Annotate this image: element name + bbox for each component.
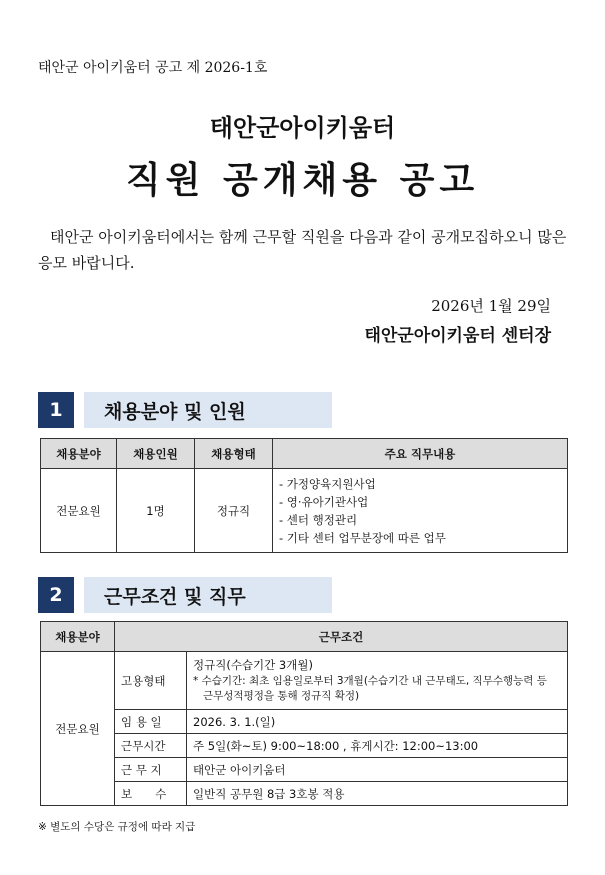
- duty-item: - 기타 센터 업무분장에 따른 업무: [279, 530, 446, 545]
- cell-duties: [273, 469, 568, 553]
- section-2-number: 2: [38, 577, 74, 613]
- probation-note-line2: 근무성적평정을 통해 정규직 확정): [203, 690, 360, 702]
- cell-field: 전문요원: [41, 652, 115, 806]
- organization-title: 태안군아이키움터: [209, 114, 396, 142]
- label-employment: 고용형태: [115, 652, 187, 710]
- col-header-type: 채용형태: [195, 439, 273, 469]
- duty-item: - 가정양육지원사업: [279, 476, 376, 491]
- section-1-title: 채용분야 및 인원: [84, 392, 332, 428]
- label-start-date: 임 용 일: [115, 710, 187, 734]
- issuer-name: 태안군아이키움터 센터장: [364, 326, 551, 346]
- section-2-title: 근무조건 및 직무: [84, 577, 332, 613]
- notice-date: 2026년 1월 29일: [431, 297, 551, 315]
- duty-item: - 영·유아기관사업: [279, 494, 369, 509]
- value-employment: [187, 652, 568, 710]
- section-1-number: 1: [38, 392, 74, 428]
- label-hours: 근무시간: [115, 734, 187, 758]
- label-salary: 보 수: [115, 782, 187, 806]
- value-location: 태안군 아이키움터: [187, 758, 568, 782]
- value-salary: 일반직 공무원 8급 3호봉 적용: [187, 782, 568, 806]
- col-header-field: 채용분야: [41, 439, 117, 469]
- conditions-table: [40, 621, 568, 806]
- notice-number: 태안군 아이키움터 공고 제 2026-1호: [38, 60, 268, 76]
- label-location: 근 무 지: [115, 758, 187, 782]
- cell-field: 전문요원: [41, 469, 117, 553]
- cell-type: 정규직: [195, 469, 273, 553]
- recruitment-table: [40, 438, 568, 553]
- duty-item: - 센터 행정관리: [279, 512, 358, 527]
- employment-type: 정규직(수습기간 3개월): [193, 658, 313, 672]
- col-header-count: 채용인원: [117, 439, 195, 469]
- footnote: ※ 별도의 수당은 규정에 따라 지급: [38, 821, 196, 833]
- page-title: 직원 공개채용 공고: [125, 160, 480, 201]
- value-hours: 주 5일(화~토) 9:00~18:00 , 휴게시간: 12:00~13:00: [187, 734, 568, 758]
- col-header-field: 채용분야: [41, 622, 115, 652]
- col-header-conditions: 근무조건: [115, 622, 568, 652]
- value-start-date: 2026. 3. 1.(일): [187, 710, 568, 734]
- col-header-duties: 주요 직무내용: [273, 439, 568, 469]
- intro-paragraph: 태안군 아이키움터에서는 함께 근무할 직원을 다음과 같이 공개모집하오니 많은 응모 바랍니다.: [38, 228, 567, 272]
- probation-note-line1: * 수습기간: 최초 임용일로부터 3개월(수습기간 내 근무태도, 직무수행능력 등: [193, 675, 547, 687]
- cell-count: 1명: [117, 469, 195, 553]
